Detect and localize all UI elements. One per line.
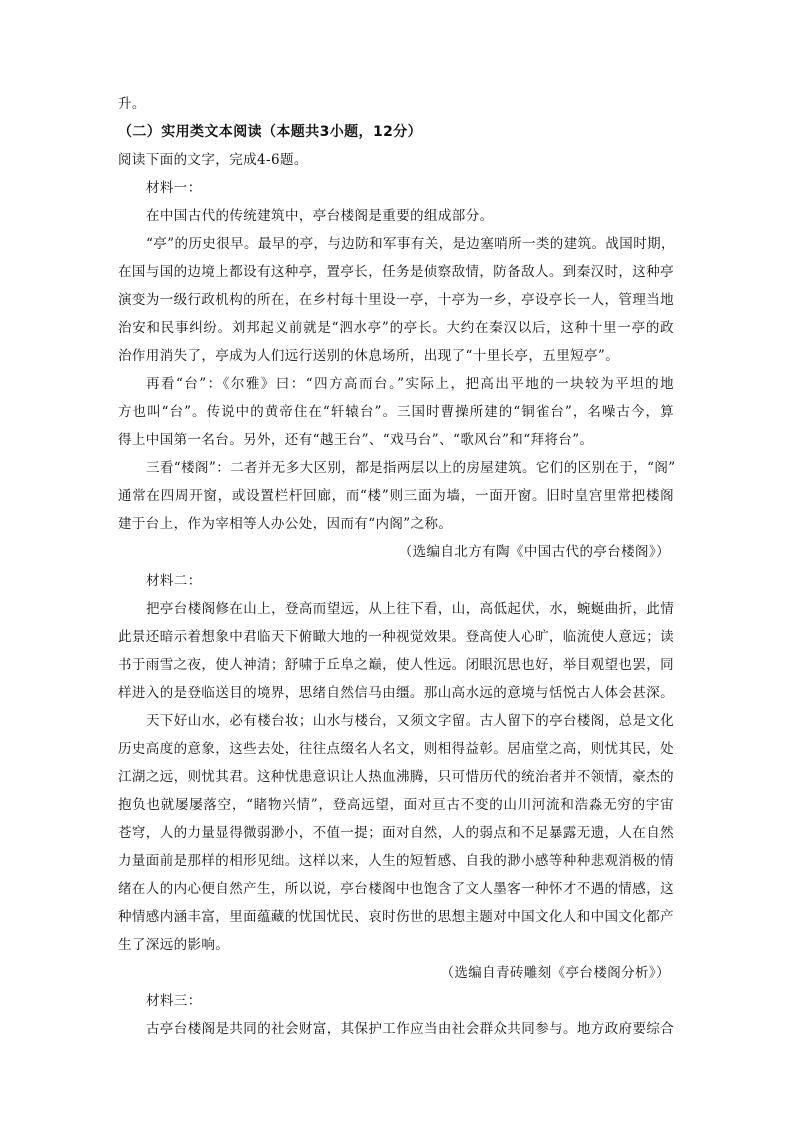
material2-p2-line2: 历史高度的意象，这些去处，往往点缀名人名文，则相得益彰。居庙堂之高，则忧其民，处 xyxy=(118,741,674,757)
material2-p2-line4: 抱负也就屡屡落空，“睹物兴情”，登高远望，面对亘古不变的山川河流和浩淼无穷的宇宙 xyxy=(118,797,674,813)
material2-p2-line5: 苍穹，人的力量显得微弱渺小，不值一提；面对自然，人的弱点和不足暴露无遗，人在自然 xyxy=(118,825,674,841)
material3-p1-line1: 古亭台楼阁是共同的社会财富，其保护工作应当由社会群众共同参与。地方政府要综合 xyxy=(146,1021,675,1037)
material2-p1-line2: 此景还暗示着想象中君临天下俯瞰大地的一种视觉效果。登高使人心旷，临流使人意远；读 xyxy=(118,629,674,645)
material3-label: 材料三： xyxy=(146,993,202,1009)
material2-source: （选编自青砖雕刻《亭台楼阁分析》） xyxy=(440,965,670,981)
material1-p3-line1: 再看“台”：《尔雅》曰：“四方高而台。”实际上，把高出平地的一块较为平坦的地 xyxy=(146,376,674,392)
material1-p2-line1: “亭”的历史很早。最早的亭，与边防和军事有关，是边塞哨所一类的建筑。战国时期， xyxy=(146,236,675,252)
material1-p3-line3: 得上中国第一名台。另外，还有“越王台”、“戏马台”、“歌风台”和“拜将台”。 xyxy=(118,432,594,448)
top-fragment: 升。 xyxy=(118,96,146,112)
material1-p2-line5: 治作用消失了，亭成为人们远行送别的休息场所，出现了“十里长亭，五里短亭”。 xyxy=(118,348,620,364)
material1-p2-line4: 治安和民事纠纷。刘邦起义前就是“泗水亭”的亭长。大约在秦汉以后，这种十里一亭的政 xyxy=(118,320,674,336)
material2-p2-line1: 天下好山水，必有楼台妆；山水与楼台，又须文字留。古人留下的亭台楼阁，总是文化 xyxy=(146,713,675,729)
material1-label: 材料一： xyxy=(146,180,202,196)
material2-p1-line1: 把亭台楼阁修在山上，登高而望远，从上往下看，山，高低起伏，水，蜿蜒曲折，此情 xyxy=(146,601,675,617)
material1-p1-line1: 在中国古代的传统建筑中，亭台楼阁是重要的组成部分。 xyxy=(146,208,494,224)
material2-p1-line3: 书于雨雪之夜，使人神清；舒啸于丘阜之巅，使人性远。闭眼沉思也好，举目观望也罢，同 xyxy=(118,657,674,673)
material1-p2-line2: 在国与国的边境上都设有这种亭，置亭长，任务是侦察敌情，防备敌人。到秦汉时，这种亭 xyxy=(118,264,674,280)
material1-source: （选编自北方有陶《中国古代的亭台楼阁》） xyxy=(398,544,670,560)
material2-p2-line9: 生了深远的影响。 xyxy=(118,937,230,953)
material1-p3-line2: 方也叫“台”。传说中的黄帝住在“轩辕台”。三国时曹操所建的“铜雀台”，名噪古今，算 xyxy=(118,404,674,420)
material2-p2-line8: 种情感内涵丰富，里面蕴藏的忧国忧民、哀时伤世的思想主题对中国文化人和中国文化都产 xyxy=(118,909,674,925)
section-heading: （二）实用类文本阅读（本题共3小题，12分） xyxy=(118,124,423,140)
material2-p2-line7: 绪在人的内心便自然产生，所以说，亭台楼阁中也饱含了文人墨客一种怀才不遇的情感，这 xyxy=(118,881,674,897)
material1-p4-line3: 建于台上，作为宰相等人办公处，因而有“内阁”之称。 xyxy=(118,516,453,532)
material1-p4-line2: 通常在四周开窗，或设置栏杆回廊，而“楼”则三面为墙，一面开窗。旧时皇宫里常把楼阁 xyxy=(118,488,674,504)
material2-label: 材料二： xyxy=(146,573,202,589)
material2-p1-line4: 样进入的是登临送目的境界，思绪自然信马由缰。那山高水远的意境与恬悦古人体会甚深。 xyxy=(118,685,674,701)
material2-p2-line6: 力量面前是那样的相形见绌。这样以来，人生的短暂感、自我的渺小感等种种悲观消极的情 xyxy=(118,853,674,869)
instruction-text: 阅读下面的文字，完成4-6题。 xyxy=(118,152,308,168)
material1-p4-line1: 三看“楼阁”：二者并无多大区别，都是指两层以上的房屋建筑。它们的区别在于，“阁” xyxy=(146,460,676,476)
material1-p2-line3: 演变为一级行政机构的所在，在乡村每十里设一亭，十亭为一乡，亭设亭长一人，管理当地 xyxy=(118,292,674,308)
material2-p2-line3: 江湖之远，则忧其君。这种忧患意识让人热血沸腾，只可惜历代的统治者并不领情，豪杰的 xyxy=(118,769,674,785)
